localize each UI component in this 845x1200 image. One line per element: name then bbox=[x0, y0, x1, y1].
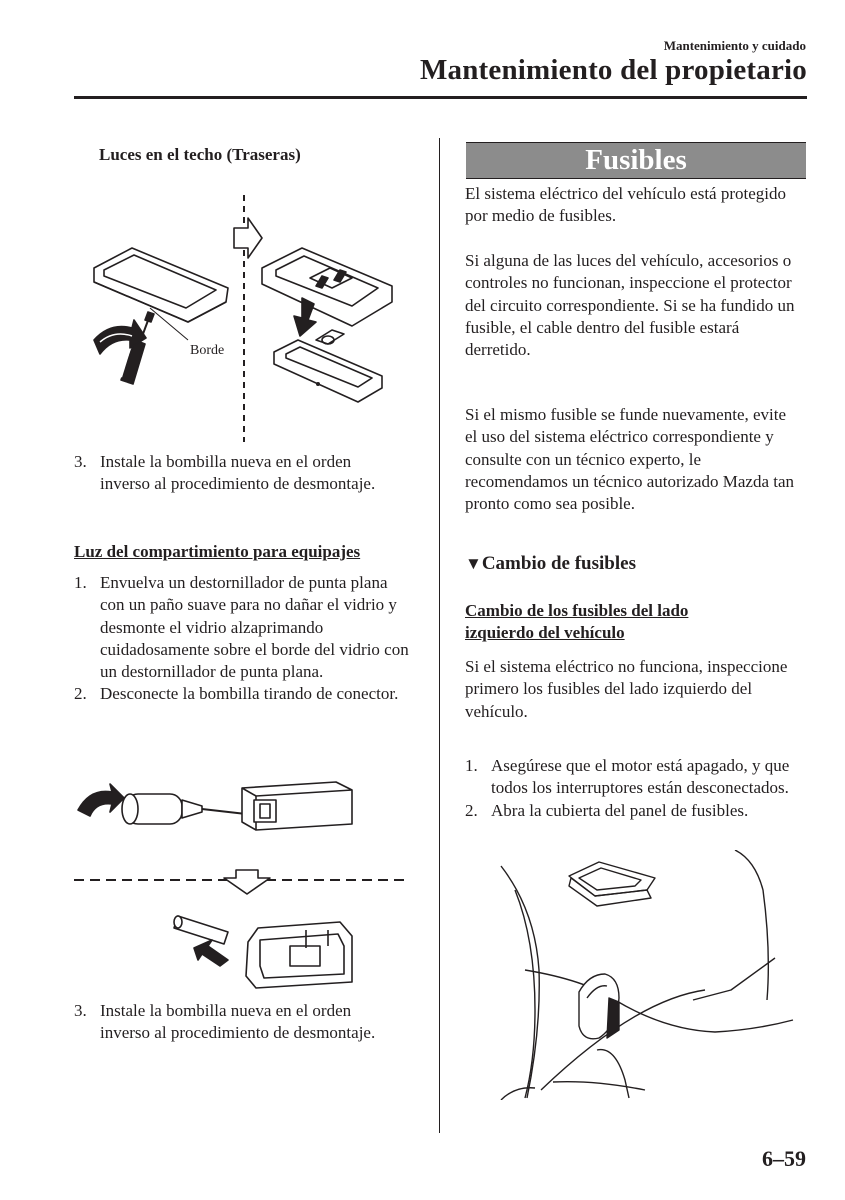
page-number: 6–59 bbox=[762, 1146, 806, 1171]
list-item: 2. Abra la cubierta del panel de fusibles. bbox=[465, 800, 749, 820]
left-step-list-b bbox=[74, 572, 412, 706]
fuses-banner bbox=[466, 142, 806, 179]
list-item: 1. Envuelva un destornillador de punta plana con un paño suave para no dañar el vidrio y desmonte el vidrio alzaprimando cuidadosamente sobre el borde del vidrio con un destornillador de punta plana. bbox=[74, 573, 409, 682]
left-step-list-a bbox=[74, 451, 404, 496]
luggage-light-heading: Luz del compartimiento para equipajes bbox=[74, 542, 361, 561]
column-divider bbox=[439, 138, 440, 1133]
right-step-list bbox=[465, 755, 795, 822]
paragraph: Si el sistema eléctrico no funciona, inspeccione primero los fusibles del lado izquierdo del vehículo. bbox=[465, 657, 788, 721]
subhead: ▼Cambio de fusibles bbox=[465, 553, 636, 574]
section-title: Mantenimiento del propietario bbox=[419, 54, 807, 86]
list-item: 3. Instale la bombilla nueva en el orden inverso al procedimiento de desmontaje. bbox=[74, 1001, 376, 1043]
figure-fuse-panel-cover bbox=[495, 850, 795, 1100]
fuses-banner-title: Fusibles bbox=[585, 144, 687, 176]
list-item: 2. Desconecte la bombilla tirando de conector. bbox=[74, 684, 399, 704]
triangle-down-icon: ▼ bbox=[465, 554, 482, 573]
header-rule bbox=[74, 96, 807, 99]
figure-luggage-light-removal bbox=[70, 770, 410, 995]
figure-roof-light-removal bbox=[80, 190, 400, 445]
paragraph: Si el mismo fusible se funde nuevamente, evite el uso del sistema eléctrico correspondiente y consulte con un técnico experto, le recomendamos un técnico autorizado Mazda tan pronto como sea posible. bbox=[465, 405, 795, 514]
figure-label-borde: Borde bbox=[190, 343, 225, 358]
left-step-list-c bbox=[74, 1000, 404, 1045]
list-item: 1. Asegúrese que el motor está apagado, y que todos los interruptores están desconectados. bbox=[465, 756, 790, 798]
paragraph: Si alguna de las luces del vehículo, accesorios o controles no funcionan, inspeccione el protector del circuito correspondiente. Si se ha fundido un fusible, el cable dentro del fusible estará derretido. bbox=[465, 251, 795, 360]
left-side-fuses-heading: Cambio de los fusibles del lado izquierdo del vehículo bbox=[465, 601, 689, 643]
list-item: 3. Instale la bombilla nueva en el orden inverso al procedimiento de desmontaje. bbox=[74, 452, 376, 494]
paragraph: El sistema eléctrico del vehículo está protegido por medio de fusibles. bbox=[465, 184, 786, 226]
roof-lights-title: Luces en el techo (Traseras) bbox=[99, 145, 301, 164]
chapter-title: Mantenimiento y cuidado bbox=[663, 38, 806, 53]
